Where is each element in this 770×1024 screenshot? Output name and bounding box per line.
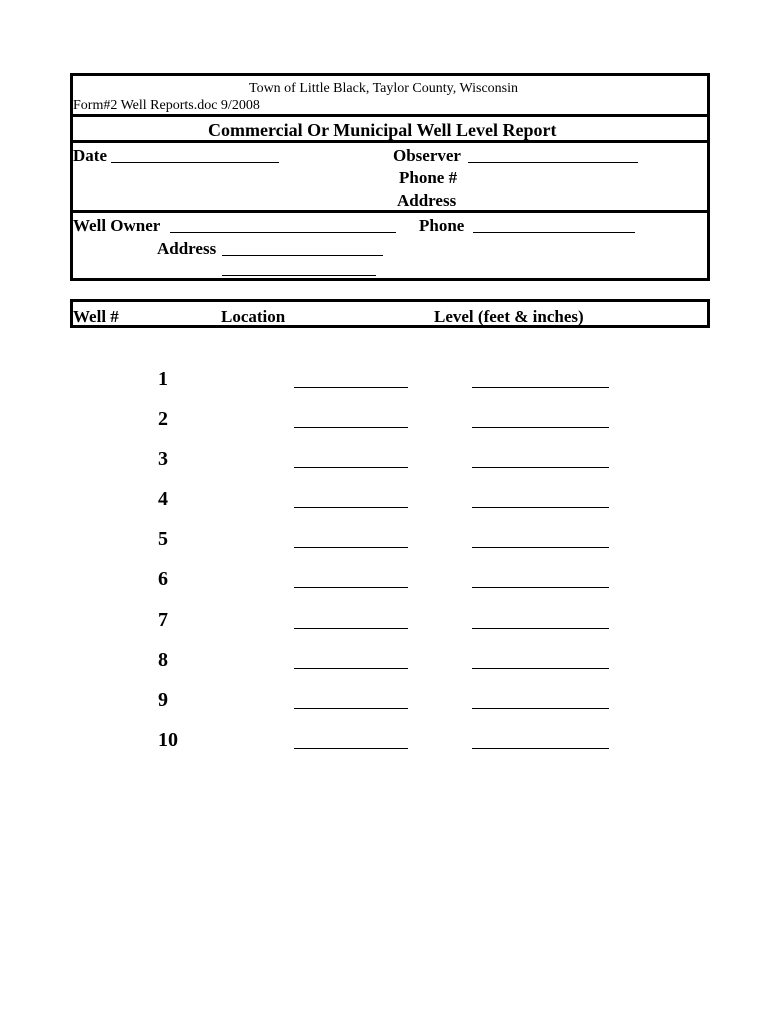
- level-field[interactable]: [472, 748, 609, 749]
- row-number: 9: [158, 689, 168, 711]
- page-title: Commercial Or Municipal Well Level Report: [208, 120, 557, 140]
- row-number: 10: [158, 729, 178, 751]
- table-header-box: [70, 299, 710, 328]
- observer-address-label: Address: [397, 191, 457, 210]
- owner-address-field-line2[interactable]: [222, 275, 376, 276]
- form-header-box: [70, 73, 710, 281]
- town-line: Town of Little Black, Taylor County, Wisconsin: [249, 81, 519, 96]
- row-number: 7: [158, 609, 168, 631]
- observer-label: Observer: [393, 146, 461, 165]
- level-field[interactable]: [472, 668, 609, 669]
- level-field[interactable]: [472, 507, 609, 508]
- date-label: Date: [73, 146, 107, 165]
- row-number: 5: [158, 528, 168, 550]
- row-number: 3: [158, 448, 168, 470]
- row-number: 4: [158, 488, 168, 510]
- location-field[interactable]: [294, 547, 408, 548]
- owner-address-field[interactable]: [222, 255, 383, 256]
- location-field[interactable]: [294, 587, 408, 588]
- owner-phone-label: Phone: [419, 216, 465, 235]
- level-field[interactable]: [472, 547, 609, 548]
- col-header-level: Level (feet & inches): [434, 307, 584, 326]
- level-field[interactable]: [472, 387, 609, 388]
- col-header-location: Location: [221, 307, 286, 326]
- observer-field[interactable]: [468, 162, 638, 163]
- divider-under-title: [73, 140, 707, 143]
- location-field[interactable]: [294, 628, 408, 629]
- level-field[interactable]: [472, 628, 609, 629]
- location-field[interactable]: [294, 668, 408, 669]
- row-number: 2: [158, 408, 168, 430]
- well-owner-label: Well Owner: [73, 216, 161, 235]
- owner-address-label: Address: [157, 239, 217, 258]
- divider-under-observer: [73, 210, 707, 213]
- row-number: 6: [158, 568, 168, 590]
- level-field[interactable]: [472, 587, 609, 588]
- col-header-well: Well #: [73, 307, 119, 326]
- location-field[interactable]: [294, 427, 408, 428]
- divider-under-header: [73, 114, 707, 117]
- location-field[interactable]: [294, 387, 408, 388]
- row-number: 1: [158, 368, 168, 390]
- location-field[interactable]: [294, 467, 408, 468]
- owner-phone-field[interactable]: [473, 232, 635, 233]
- well-owner-field[interactable]: [170, 232, 396, 233]
- row-number: 8: [158, 649, 168, 671]
- date-field[interactable]: [111, 162, 279, 163]
- level-field[interactable]: [472, 467, 609, 468]
- form-reference: Form#2 Well Reports.doc 9/2008: [73, 98, 260, 113]
- level-field[interactable]: [472, 427, 609, 428]
- location-field[interactable]: [294, 507, 408, 508]
- location-field[interactable]: [294, 708, 408, 709]
- location-field[interactable]: [294, 748, 408, 749]
- observer-phone-label: Phone #: [399, 168, 458, 187]
- level-field[interactable]: [472, 708, 609, 709]
